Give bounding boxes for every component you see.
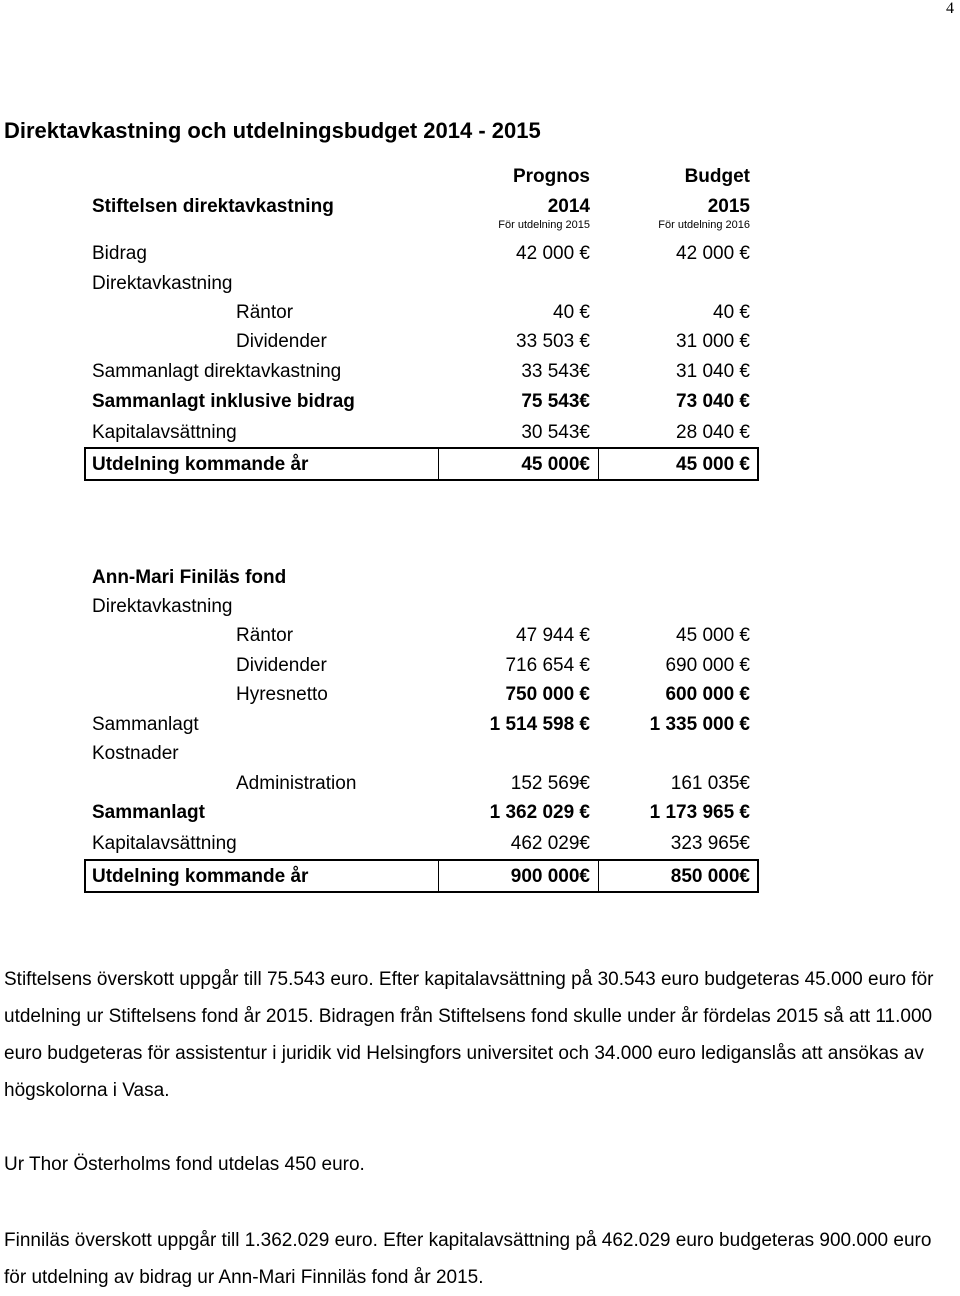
row-value-prognos: 75 543€ <box>521 391 590 412</box>
row-value-prognos: 42 000 € <box>516 243 590 264</box>
row-label: Sammanlagt inklusive bidrag <box>92 391 355 412</box>
table-heading-row <box>0 566 960 590</box>
row-value-prognos: 750 000 € <box>505 684 590 705</box>
table-row-total <box>0 865 960 889</box>
row-value-budget: 1 335 000 € <box>649 714 750 735</box>
budget-note: För utdelning 2016 <box>658 219 750 231</box>
row-label: Kapitalavsättning <box>92 833 237 854</box>
table-header-row <box>0 165 960 189</box>
row-value-budget: 45 000 € <box>676 454 750 475</box>
row-value-prognos: 462 029€ <box>510 833 590 854</box>
row-value-prognos: 30 543€ <box>521 422 590 443</box>
row-value-prognos: 33 543€ <box>521 361 590 382</box>
row-value-budget: 28 040 € <box>676 422 750 443</box>
row-value-prognos: 45 000€ <box>521 454 590 475</box>
page-number: 4 <box>946 0 954 17</box>
row-label: Utdelning kommande år <box>92 866 309 887</box>
row-value-prognos: 40 € <box>553 302 590 323</box>
row-value-budget: 690 000 € <box>665 655 750 676</box>
row-value-budget: 40 € <box>713 302 750 323</box>
table-row <box>0 654 960 678</box>
table-row <box>0 742 960 766</box>
row-value-budget: 31 000 € <box>676 331 750 352</box>
row-label: Kapitalavsättning <box>92 422 237 443</box>
prognos-note: För utdelning 2015 <box>498 219 590 231</box>
row-label: Direktavkastning <box>92 273 233 294</box>
row-value-prognos: 716 654 € <box>505 655 590 676</box>
row-sublabel: Administration <box>236 773 357 794</box>
paragraph-stiftelsen: Stiftelsens överskott uppgår till 75.543 euro. Efter kapitalavsättning på 30.543 euro budgeteras 45.000 euro för utdelning ur Stiftelsens fond år 2015. Bidragen från Stiftelsens fond skulle under år fördelas 2015 så att 11.000 euro budgeteras för assistentur i juridik vid Helsingfors universitet och 34.000 euro lediganslås att ansökas av högskolorna i Vasa. <box>4 969 934 1101</box>
row-value-prognos: 33 503 € <box>516 331 590 352</box>
table-heading: Ann-Mari Finiläs fond <box>92 567 287 588</box>
row-value-budget: 73 040 € <box>676 391 750 412</box>
row-value-budget: 161 035€ <box>670 773 750 794</box>
row-value-budget: 45 000 € <box>676 625 750 646</box>
row-label: Kostnader <box>92 743 179 764</box>
row-value-budget: 1 173 965 € <box>649 802 750 823</box>
table-row <box>0 832 960 856</box>
table-row <box>0 421 960 445</box>
paragraph-thor-osterholm: Ur Thor Österholms fond utdelas 450 euro. <box>4 1154 365 1175</box>
row-value-budget: 600 000 € <box>665 684 750 705</box>
row-sublabel: Dividender <box>236 331 327 352</box>
document-title: Direktavkastning och utdelningsbudget 2014 - 2015 <box>4 118 541 143</box>
row-label: Sammanlagt <box>92 802 205 823</box>
row-value-prognos: 152 569€ <box>510 773 590 794</box>
row-value-budget: 850 000€ <box>670 866 750 887</box>
table-row <box>0 801 960 825</box>
row-value-prognos: 900 000€ <box>510 866 590 887</box>
table-row <box>0 272 960 296</box>
row-label: Sammanlagt direktavkastning <box>92 361 342 382</box>
paragraph-finnilas: Finniläs överskott uppgår till 1.362.029 euro. Efter kapitalavsättning på 462.029 euro budgeteras 900.000 euro för utdelning av bidrag ur Ann-Mari Finniläs fond år 2015. <box>4 1230 932 1288</box>
row-value-prognos: 1 362 029 € <box>489 802 590 823</box>
row-value-prognos: 47 944 € <box>516 625 590 646</box>
table-row <box>0 330 960 354</box>
row-value-prognos: 1 514 598 € <box>489 714 590 735</box>
row-label: Utdelning kommande år <box>92 454 309 475</box>
table-row <box>0 301 960 325</box>
prognos-heading: Prognos <box>512 166 590 187</box>
row-value-budget: 31 040 € <box>676 361 750 382</box>
prognos-year: 2014 <box>547 196 590 217</box>
table-row <box>0 713 960 737</box>
table-row <box>0 595 960 619</box>
row-value-budget: 323 965€ <box>670 833 750 854</box>
table-row <box>0 683 960 707</box>
budget-year: 2015 <box>707 196 750 217</box>
row-sublabel: Räntor <box>236 625 294 646</box>
table-row <box>0 390 960 414</box>
table-header-year-row <box>0 195 960 219</box>
table-label: Stiftelsen direktavkastning <box>92 196 334 217</box>
row-sublabel: Hyresnetto <box>236 684 328 705</box>
table-note-row <box>0 218 960 232</box>
table-row <box>0 242 960 266</box>
table-row <box>0 360 960 384</box>
row-sublabel: Räntor <box>236 302 294 323</box>
table-row <box>0 624 960 648</box>
row-label: Direktavkastning <box>92 596 233 617</box>
row-value-budget: 42 000 € <box>676 243 750 264</box>
table-row <box>0 772 960 796</box>
row-label: Bidrag <box>92 243 147 264</box>
row-sublabel: Dividender <box>236 655 327 676</box>
row-label: Sammanlagt <box>92 714 199 735</box>
table-row-total <box>0 453 960 477</box>
budget-heading: Budget <box>684 166 750 187</box>
